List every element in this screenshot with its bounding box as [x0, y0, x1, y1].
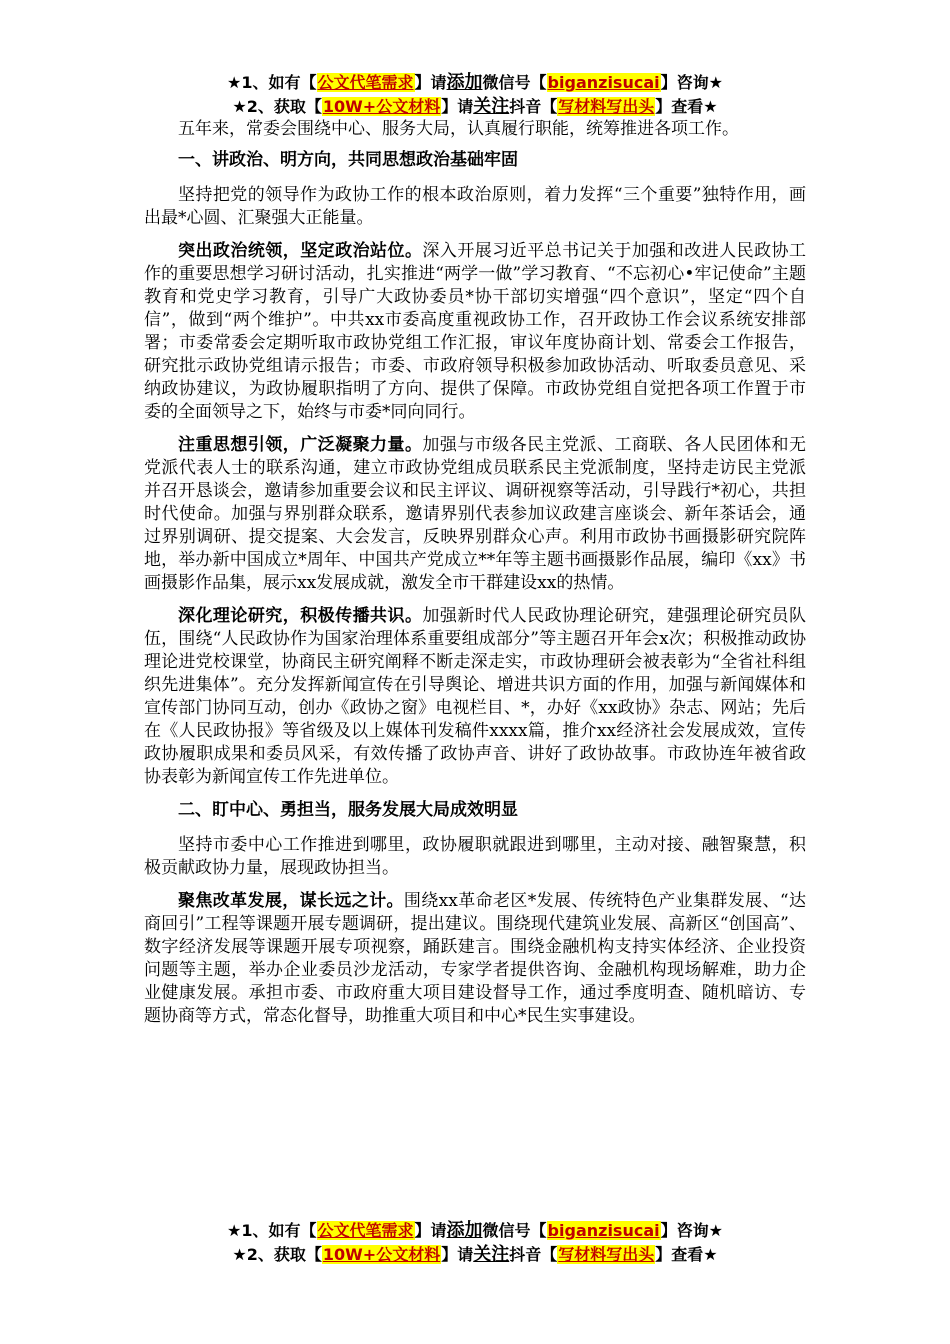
- banner-underline: 添加: [446, 1220, 483, 1241]
- banner-text: 】请: [441, 97, 474, 116]
- banner-highlight: 写材料写出头: [558, 1245, 655, 1264]
- banner-text: 】请: [441, 1245, 474, 1264]
- paragraph-text: 加强新时代人民政协理论研究，建强理论研究员队伍，围绕“人民政协作为国家治理体系重要组成部分”等主题召开年会x次；积极推动政协理论进党校课堂，协商民主研究阐释不断走深走实，市政协理研会被表彰为“全省社科组织先进集体”。充分发挥新闻宣传在引导舆论、增进共识方面的作用，加强与新闻媒体和宣传部门协同互动，创办《政协之窗》电视栏目、*，办好《xx政协》杂志、网站；先后在《人民政协报》等省级及以上媒体刊发稿件xxxx篇，推介xx经济社会发展成效，宣传政协履职成果和委员风采，有效传播了政协声音、讲好了政协故事。市政协连年被省政协表彰为新闻宣传工作先进单位。: [144, 606, 807, 787]
- section-heading-2: 二、盯中心、勇担当，服务发展大局成效明显: [178, 800, 518, 820]
- paragraph-text: 深入开展习近平总书记关于加强和改进人民政协工作的重要思想学习研讨活动，扎实推进“两学一做”学习教育、“不忘初心•牢记使命”主题教育和党史学习教育，引导广大政协委员*协干部切实增强“四个意识”，坚定“四个自信”，做到“两个维护”。中共xx市委高度重视政协工作，召开政协工作会议系统安排部署；市委常委会定期听取市政协党组工作汇报，审议年度协商计划、常委会工作报告，研究批示政协党组请示报告；市委、市政府领导积极参加政协活动、听取委员意见、采纳政协建议，为政协履职指明了方向、提供了保障。市政协党组自觉把各项工作置于市委的全面领导之下，始终与市委*同向同行。: [144, 241, 807, 422]
- banner-highlight: 公文代笔需求: [317, 1221, 414, 1240]
- intro-paragraph: 五年来，常委会围绕中心、服务大局，认真履行职能，统筹推进各项工作。: [178, 119, 739, 139]
- banner-highlight: biganzisucai: [547, 1221, 660, 1240]
- banner-highlight: 10W+公文材料: [322, 1245, 441, 1264]
- bottom-banner-line-1: [0, 1218, 950, 1244]
- paragraph-bold-lead: 深化理论研究，积极传播共识。: [178, 606, 423, 626]
- banner-text: 抖音【: [509, 97, 558, 116]
- banner-text: 抖音【: [509, 1245, 558, 1264]
- banner-text: 】请: [414, 73, 447, 92]
- banner-suffix: 】查看★: [655, 1245, 718, 1264]
- document-body: [144, 118, 806, 1038]
- section-lead-2: 坚持市委中心工作推进到哪里，政协履职就跟进到哪里，主动对接、融智聚慧，积极贡献政协力量，展现政协担当。: [144, 835, 806, 878]
- paragraph-political-leadership: [144, 240, 806, 424]
- bottom-banner-line-2: [0, 1242, 950, 1268]
- banner-highlight: biganzisucai: [547, 73, 660, 92]
- banner-underline: 关注: [473, 1244, 510, 1265]
- section-heading-1: 一、讲政治、明方向，共同思想政治基础牢固: [178, 150, 518, 170]
- top-banner-line-1: [0, 70, 950, 96]
- banner-suffix: 】咨询★: [660, 73, 723, 92]
- banner-text: 】请: [414, 1221, 447, 1240]
- banner-underline: 关注: [473, 96, 510, 117]
- banner-prefix: ★1、如有【: [227, 73, 317, 92]
- banner-prefix: ★2、获取【: [232, 97, 322, 116]
- banner-highlight: 公文代笔需求: [317, 73, 414, 92]
- paragraph-bold-lead: 聚焦改革发展，谋长远之计。: [178, 891, 404, 911]
- paragraph-theory-research: [144, 605, 806, 789]
- paragraph-text: 加强与市级各民主党派、工商联、各人民团体和无党派代表人士的联系沟通，建立市政协党组成员联系民主党派制度，坚持走访民主党派并召开恳谈会，邀请参加重要会议和民主评议、调研视察等活动，引导践行*初心，共担时代使命。加强与界别群众联系，邀请界别代表参加议政建言座谈会、新年茶话会，通过界别调研、提交提案、大会发言，反映界别群众心声。利用市政协书画摄影研究院阵地，举办新中国成立*周年、中国共产党成立**年等主题书画摄影作品展，编印《xx》书画摄影作品集，展示xx发展成就，激发全市干群建设xx的热情。: [144, 435, 807, 593]
- banner-text: 微信号【: [482, 1221, 547, 1240]
- paragraph-bold-lead: 突出政治统领，坚定政治站位。: [178, 241, 423, 261]
- banner-underline: 添加: [446, 72, 483, 93]
- paragraph-text: 围绕xx革命老区*发展、传统特色产业集群发展、“达商回引”工程等课题开展专题调研，提出建议。围绕现代建筑业发展、高新区“创国高”、数字经济发展等课题开展专项视察，踊跃建言。围绕金融机构支持实体经济、企业投资问题等主题，举办企业委员沙龙活动，专家学者提供咨询、金融机构现场解难，助力企业健康发展。承担市委、市政府重大项目建设督导工作，通过季度明查、随机暗访、专题协商等方式，常态化督导，助推重大项目和中心*民生实事建设。: [144, 891, 806, 1026]
- paragraph-ideological-guidance: [144, 434, 806, 595]
- top-banner-line-2: [0, 94, 950, 120]
- banner-highlight: 写材料写出头: [558, 97, 655, 116]
- paragraph-bold-lead: 注重思想引领，广泛凝聚力量。: [178, 435, 423, 455]
- banner-prefix: ★2、获取【: [232, 1245, 322, 1264]
- section-lead-1: 坚持把党的领导作为政协工作的根本政治原则，着力发挥“三个重要”独特作用，画出最*心圆、汇聚强大正能量。: [144, 185, 806, 228]
- banner-suffix: 】查看★: [655, 97, 718, 116]
- banner-suffix: 】咨询★: [660, 1221, 723, 1240]
- banner-highlight: 10W+公文材料: [322, 97, 441, 116]
- banner-text: 微信号【: [482, 73, 547, 92]
- banner-prefix: ★1、如有【: [227, 1221, 317, 1240]
- paragraph-reform-development: [144, 890, 806, 1028]
